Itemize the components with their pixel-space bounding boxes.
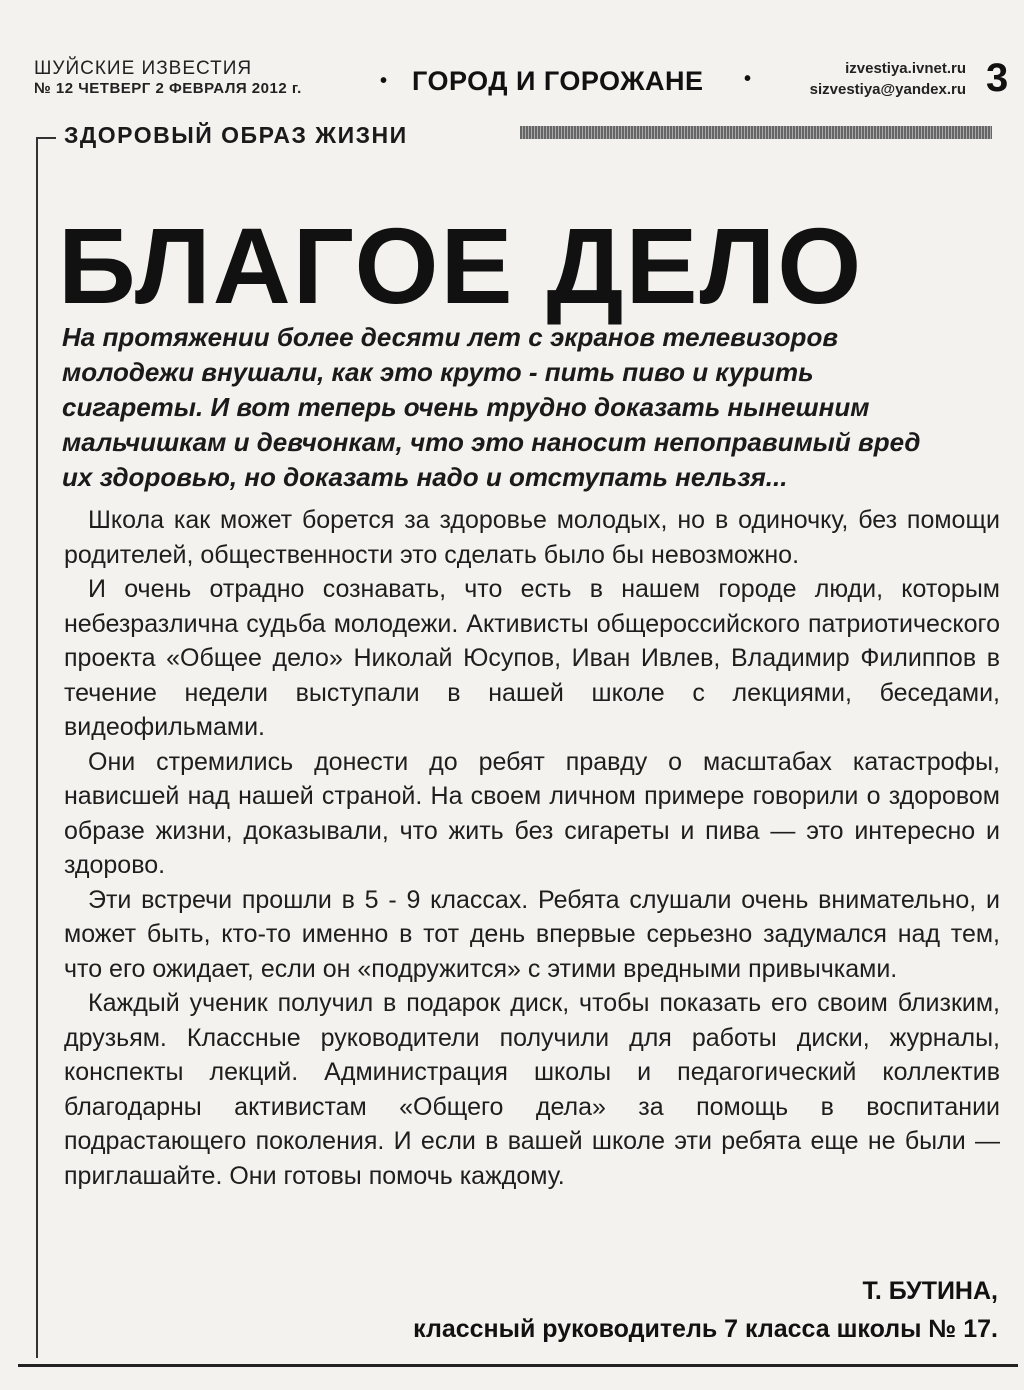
- author-role: классный руководитель 7 класса школы № 17.: [413, 1315, 998, 1343]
- masthead: [34, 58, 1024, 102]
- newspaper-name: ШУЙСКИЕ ИЗВЕСТИЯ: [34, 58, 253, 79]
- website-link[interactable]: izvestiya.ivnet.ru: [845, 60, 966, 77]
- article-body: [64, 503, 1000, 1193]
- rubric-bar: [520, 126, 992, 139]
- article-headline: БЛАГОЕ ДЕЛО: [58, 205, 864, 326]
- bullet-separator: •: [744, 68, 752, 90]
- article-lead: На протяжении более десяти лет с экранов телевизоров молодежи внушали, как это круто - пить пиво и курить сигареты. И вот теперь очень трудно доказать нынешним мальчишкам и девчонкам, что это наносит непоправимый вред их здоровью, но доказать надо и отступать нельзя...: [62, 322, 921, 492]
- page-number: 3: [986, 56, 1009, 100]
- column-rule: [36, 138, 38, 1358]
- issue-date-line: № 12 ЧЕТВЕРГ 2 ФЕВРАЛЯ 2012 г.: [34, 80, 302, 97]
- rubric-label: ЗДОРОВЫЙ ОБРАЗ ЖИЗНИ: [64, 122, 408, 148]
- body-paragraph: Они стремились донести до ребят правду о масштабах катастрофы, нависшей над нашей страной. На своем личном примере говорили о здоровом образе жизни, доказывали, что жить без сигареты и пива — это интересно и здорово.: [64, 747, 1000, 879]
- body-paragraph: Каждый ученик получил в подарок диск, чтобы показать его своим близким, друзьям. Классные руководители получили для работы диски, журналы, конспекты лекций. Администрация школы и педагогический коллектив благодарны активистам «Общего дела» за помощь в воспитании подрастающего поколения. И если в вашей школе эти ребята еще не были — приглашайте. Они готовы помочь каждому.: [64, 989, 1000, 1190]
- bullet-separator: •: [380, 70, 388, 92]
- body-paragraph: И очень отрадно сознавать, что есть в нашем городе люди, которым небезразлична судьба молодежи. Активисты общероссийского патриотического проекта «Общее дело» Николай Юсупов, Иван Ивлев, Владимир Филиппов в течение недели выступали в нашей школе с лекциями, беседами, видеофильмами.: [64, 575, 1000, 741]
- contacts: [766, 58, 966, 100]
- body-paragraph: Эти встречи прошли в 5 - 9 классах. Ребята слушали очень внимательно, и может быть, кто-то именно в тот день впервые серьезно задумался над тем, что его ожидает, если он «подружится» с этими вредными привычками.: [64, 885, 1000, 983]
- section-title: ГОРОД И ГОРОЖАНЕ: [412, 66, 704, 96]
- body-paragraph: Школа как может борется за здоровье молодых, но в одиночку, без помощи родителей, общественности это сделать было бы невозможно.: [64, 506, 1000, 569]
- bottom-rule: [18, 1364, 1018, 1367]
- author-name: Т. БУТИНА,: [862, 1277, 998, 1305]
- email-link[interactable]: sizvestiya@yandex.ru: [809, 81, 966, 98]
- rubric-rule: [36, 137, 56, 139]
